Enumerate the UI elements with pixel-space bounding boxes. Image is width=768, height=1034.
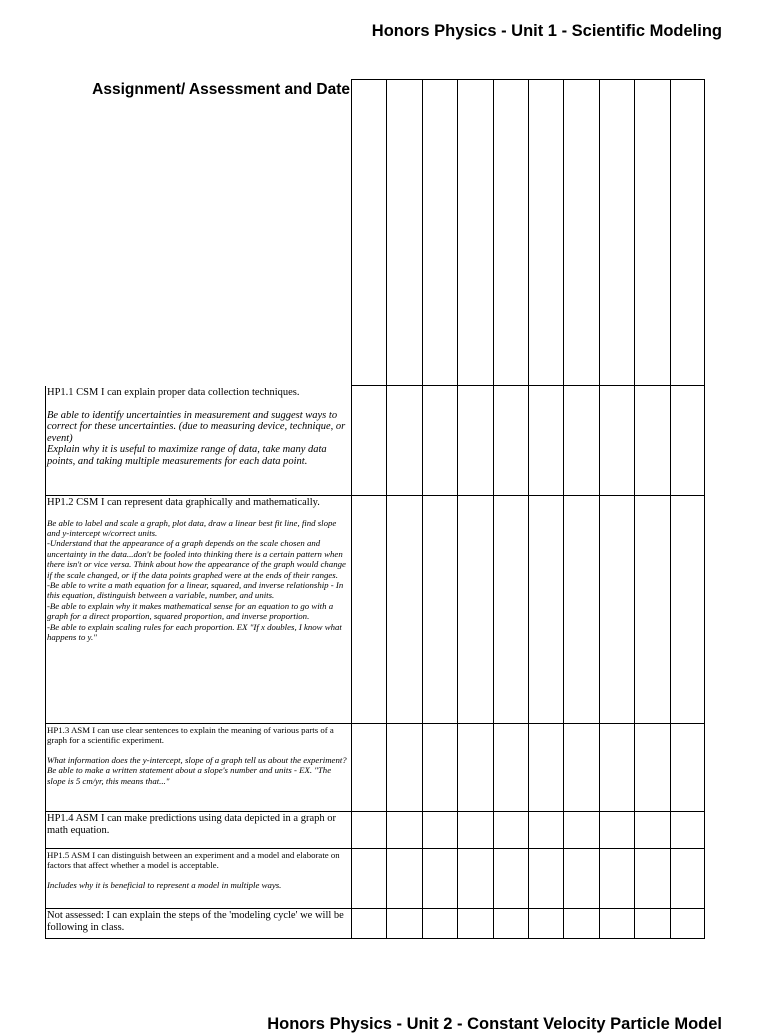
standard-code: HP1.5 ASM I can distinguish between an experiment and a model and elaborate on factors that affect whether a model is acceptable.	[47, 850, 340, 871]
standard-detail: -Be able to explain why it makes mathematical sense for an equation to go with a graph for a direct proportion, squared proportion, and inverse proportion.	[47, 600, 334, 622]
assessment-cell	[351, 386, 386, 496]
standard-description	[45, 386, 351, 496]
assessment-cell	[599, 386, 634, 496]
assessment-cell	[670, 724, 705, 812]
assessment-cell	[422, 849, 457, 909]
standard-description	[45, 812, 351, 849]
assessment-cell	[528, 849, 563, 909]
standard-description	[45, 724, 351, 812]
assessment-cell	[457, 849, 492, 909]
assessment-cell	[351, 849, 386, 909]
assessment-cell	[386, 386, 421, 496]
assessment-cell	[351, 909, 386, 939]
assessment-cell	[528, 496, 563, 724]
assessment-cell	[528, 812, 563, 849]
assessment-cell	[386, 496, 421, 724]
table-header-row	[45, 79, 705, 386]
standard-code: HP1.1 CSM I can explain proper data collection techniques.	[47, 387, 300, 398]
assessment-cell	[351, 79, 386, 386]
standards-table	[45, 79, 705, 939]
assessment-cell	[528, 909, 563, 939]
table-row	[45, 909, 705, 939]
standard-detail: -Be able to write a math equation for a linear, squared, and inverse relationship - In this equation, distinguish between a variable, number, and units.	[47, 580, 344, 601]
assessment-cell	[634, 496, 669, 724]
standard-code: HP1.2 CSM I can represent data graphically and mathematically.	[47, 497, 320, 508]
assessment-cell	[528, 79, 563, 386]
assessment-cell	[422, 812, 457, 849]
assessment-cell	[422, 909, 457, 939]
assessment-cell	[563, 386, 598, 496]
assessment-cell	[386, 849, 421, 909]
assessment-cell	[493, 386, 528, 496]
assessment-cell	[493, 812, 528, 849]
standard-description	[45, 909, 351, 939]
standard-detail: Be able to make a written statement about a slope's number and units - EX. "The slope is 5 cm/yr, this means that..."	[47, 765, 332, 786]
assessment-cell	[599, 79, 634, 386]
assessment-cell	[351, 812, 386, 849]
assessment-cell	[528, 724, 563, 812]
assessment-cell	[386, 812, 421, 849]
assessment-cell	[670, 849, 705, 909]
assessment-cell	[351, 724, 386, 812]
table-row	[45, 386, 705, 496]
assessment-cell	[422, 724, 457, 812]
assessment-cell	[563, 849, 598, 909]
assessment-cell	[351, 496, 386, 724]
assessment-cell	[457, 386, 492, 496]
assessment-cell	[634, 724, 669, 812]
standard-detail: What information does the y-intercept, slope of a graph tell us about the experiment?	[47, 754, 347, 765]
assessment-cell	[422, 386, 457, 496]
standard-detail: -Be able to explain scaling rules for each proportion. EX "If x doubles, I know what happens to y."	[47, 621, 342, 643]
table-row	[45, 849, 705, 909]
assessment-cell	[493, 79, 528, 386]
assessment-cell	[457, 79, 492, 386]
unit-title: Honors Physics - Unit 1 - Scientific Modeling	[371, 22, 722, 40]
assessment-cell	[563, 812, 598, 849]
assessment-cell	[634, 386, 669, 496]
standard-code: Not assessed: I can explain the steps of the 'modeling cycle' we will be following in class.	[47, 910, 344, 933]
standard-description	[45, 849, 351, 909]
assessment-cell	[493, 909, 528, 939]
assessment-cell	[457, 496, 492, 724]
standard-detail: Be able to identify uncertainties in measurement and suggest ways to correct for these uncertainties. (due to measuring device, technique, or event)	[47, 409, 346, 444]
assessment-cell	[493, 496, 528, 724]
assessment-cell	[670, 909, 705, 939]
standard-detail: Be able to label and scale a graph, plot data, draw a linear best fit line, find slope and y-intercept w/correct units.	[47, 517, 337, 538]
assessment-cell	[422, 496, 457, 724]
assessment-cell	[634, 79, 669, 386]
assessment-cell	[670, 496, 705, 724]
assessment-cell	[563, 79, 598, 386]
assessment-cell	[599, 849, 634, 909]
assessment-cell	[599, 724, 634, 812]
table-row	[45, 724, 705, 812]
standard-detail: Explain why it is useful to maximize range of data, take many data points, and taking multiple measurements for each data point.	[47, 444, 327, 467]
assessment-cell	[670, 79, 705, 386]
next-unit-title: Honors Physics - Unit 2 - Constant Velocity Particle Model	[267, 1015, 722, 1033]
table-row	[45, 812, 705, 849]
assessment-cell	[634, 849, 669, 909]
assessment-cell	[563, 724, 598, 812]
assessment-cell	[528, 386, 563, 496]
assessment-cell	[386, 909, 421, 939]
assessment-cell	[599, 496, 634, 724]
assessment-cell	[599, 909, 634, 939]
standard-code: HP1.4 ASM I can make predictions using data depicted in a graph or math equation.	[47, 813, 336, 836]
assessment-cell	[457, 724, 492, 812]
assessment-cell	[599, 812, 634, 849]
assessment-cell	[670, 812, 705, 849]
assessment-cell	[493, 849, 528, 909]
assessment-cell	[563, 496, 598, 724]
assessment-cell	[457, 812, 492, 849]
assessment-cell	[634, 812, 669, 849]
assessment-cell	[457, 909, 492, 939]
assessment-cell	[493, 724, 528, 812]
assessment-cell	[386, 79, 421, 386]
assessment-cell	[670, 386, 705, 496]
standard-code: HP1.3 ASM I can use clear sentences to explain the meaning of various parts of a graph for a scientific experiment.	[47, 725, 334, 746]
assignment-column-header: Assignment/ Assessment and Date	[92, 81, 350, 98]
assessment-cell	[634, 909, 669, 939]
standard-detail: -Understand that the appearance of a graph depends on the scale chosen and uncertainty in the data...don't be fooled into thinking there is a certain pattern when there isn't or vice versa. Think about how the appearance of the graph would change if the scale changed, or if the data points graphed were at the ends of their ranges.	[47, 538, 346, 580]
standard-detail: Includes why it is beneficial to represent a model in multiple ways.	[47, 879, 282, 890]
assessment-cell	[386, 724, 421, 812]
standard-description	[45, 496, 351, 724]
assessment-cell	[563, 909, 598, 939]
assessment-cell	[422, 79, 457, 386]
table-row	[45, 496, 705, 724]
